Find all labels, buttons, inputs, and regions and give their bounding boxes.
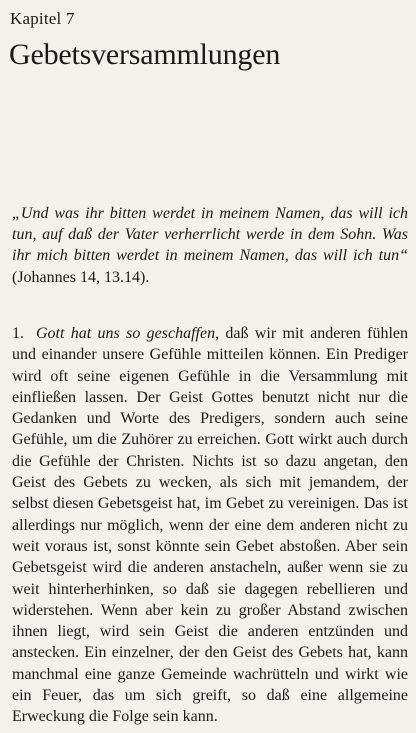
epigraph-quote: „Und was ihr bitten werdet in meinem Namen, das will ich tun, auf daß der Vater verherrlicht werde in dem Sohn. Was ihr mich bitten werdet in meinem Namen, das will ich tun“ bbox=[12, 205, 408, 265]
chapter-title: Gebetsversammlungen bbox=[9, 38, 281, 71]
paragraph-1 bbox=[12, 323, 408, 728]
paragraph-text: daß wir mit anderen fühlen und einander unsere Gefühle mitteilen können. Ein Prediger wird oft seine eigenen Gefühle in die Versammlung mit einfließen lassen. Der Geist Gottes benutzt nicht nur die Gedanken und Worte des Predigers, sondern auch seine Gefühle, um die Zuhörer zu erreichen. Gott wirkt auch durch die Gefühle der Christen. Nichts ist so dazu angetan, den Geist des Gebets zu wecken, als sich mit jemandem, der selbst diesen Gebetsgeist hat, im Gebet zu vereinigen. Das ist allerdings nur möglich, wenn der eine dem anderen nicht zu weit voraus ist, sonst könnte sein Gebet abstoßen. Aber sein Gebetsgeist wird die anderen anstacheln, außer wenn sie zu weit hinterherhinken, so daß sie dagegen rebellieren und widerstehen. Wenn aber kein zu großer Abstand zwischen ihnen liegt, wird sein Geist die anderen entzünden und anstecken. Ein einzelner, der den Geist des Gebets hat, kann manchmal eine ganze Gemeinde wachrütteln und wirkt wie ein Feuer, das um sich greift, so daß eine allgemeine Erweckung die Folge sein kann. bbox=[12, 325, 408, 726]
paragraph-lead: Gott hat uns so geschaffen, bbox=[36, 325, 220, 342]
epigraph bbox=[12, 203, 408, 288]
chapter-label: Kapitel 7 bbox=[10, 9, 75, 28]
epigraph-reference: (Johannes 14, 13.14). bbox=[12, 268, 150, 286]
paragraph-number: 1. bbox=[12, 325, 24, 342]
